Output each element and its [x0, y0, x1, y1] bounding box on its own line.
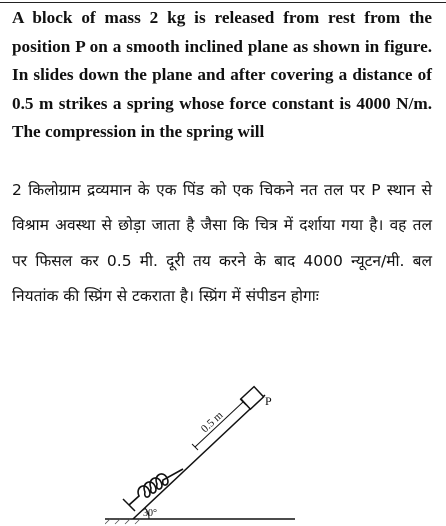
- question-text-hindi: 2 किलोग्राम द्रव्यमान के एक पिंड को एक चिकने नत तल पर P स्थान से विश्राम अवस्था से छोड़ा जाता है जैसा कि चित्र में दर्शाया गया है। वह तल पर फिसल कर 0.5 मी. दूरी तय करने के बाद 4000 न्यूटन/मी. बल नियतांक की स्प्रिंग से टकराता है। स्प्रिंग में संपीडन होगाः: [12, 181, 432, 306]
- spring: [129, 469, 183, 505]
- incline-surface: [133, 395, 265, 519]
- distance-label: 0.5 m: [198, 409, 226, 436]
- top-divider: [0, 2, 446, 3]
- block: [241, 387, 264, 410]
- inclined-plane-figure: [105, 385, 305, 525]
- inclined-plane-diagram: [105, 385, 305, 525]
- question-text-english: A block of mass 2 kg is released from rest from the position P on a smooth inclined plane as shown in figure. In slides down the plane and after covering a distance of 0.5 m strikes a spring whose force constant is 4000 N/m. The compression in the spring will: [12, 8, 432, 141]
- point-p-label: P: [265, 394, 272, 408]
- angle-label: 30°: [143, 508, 157, 519]
